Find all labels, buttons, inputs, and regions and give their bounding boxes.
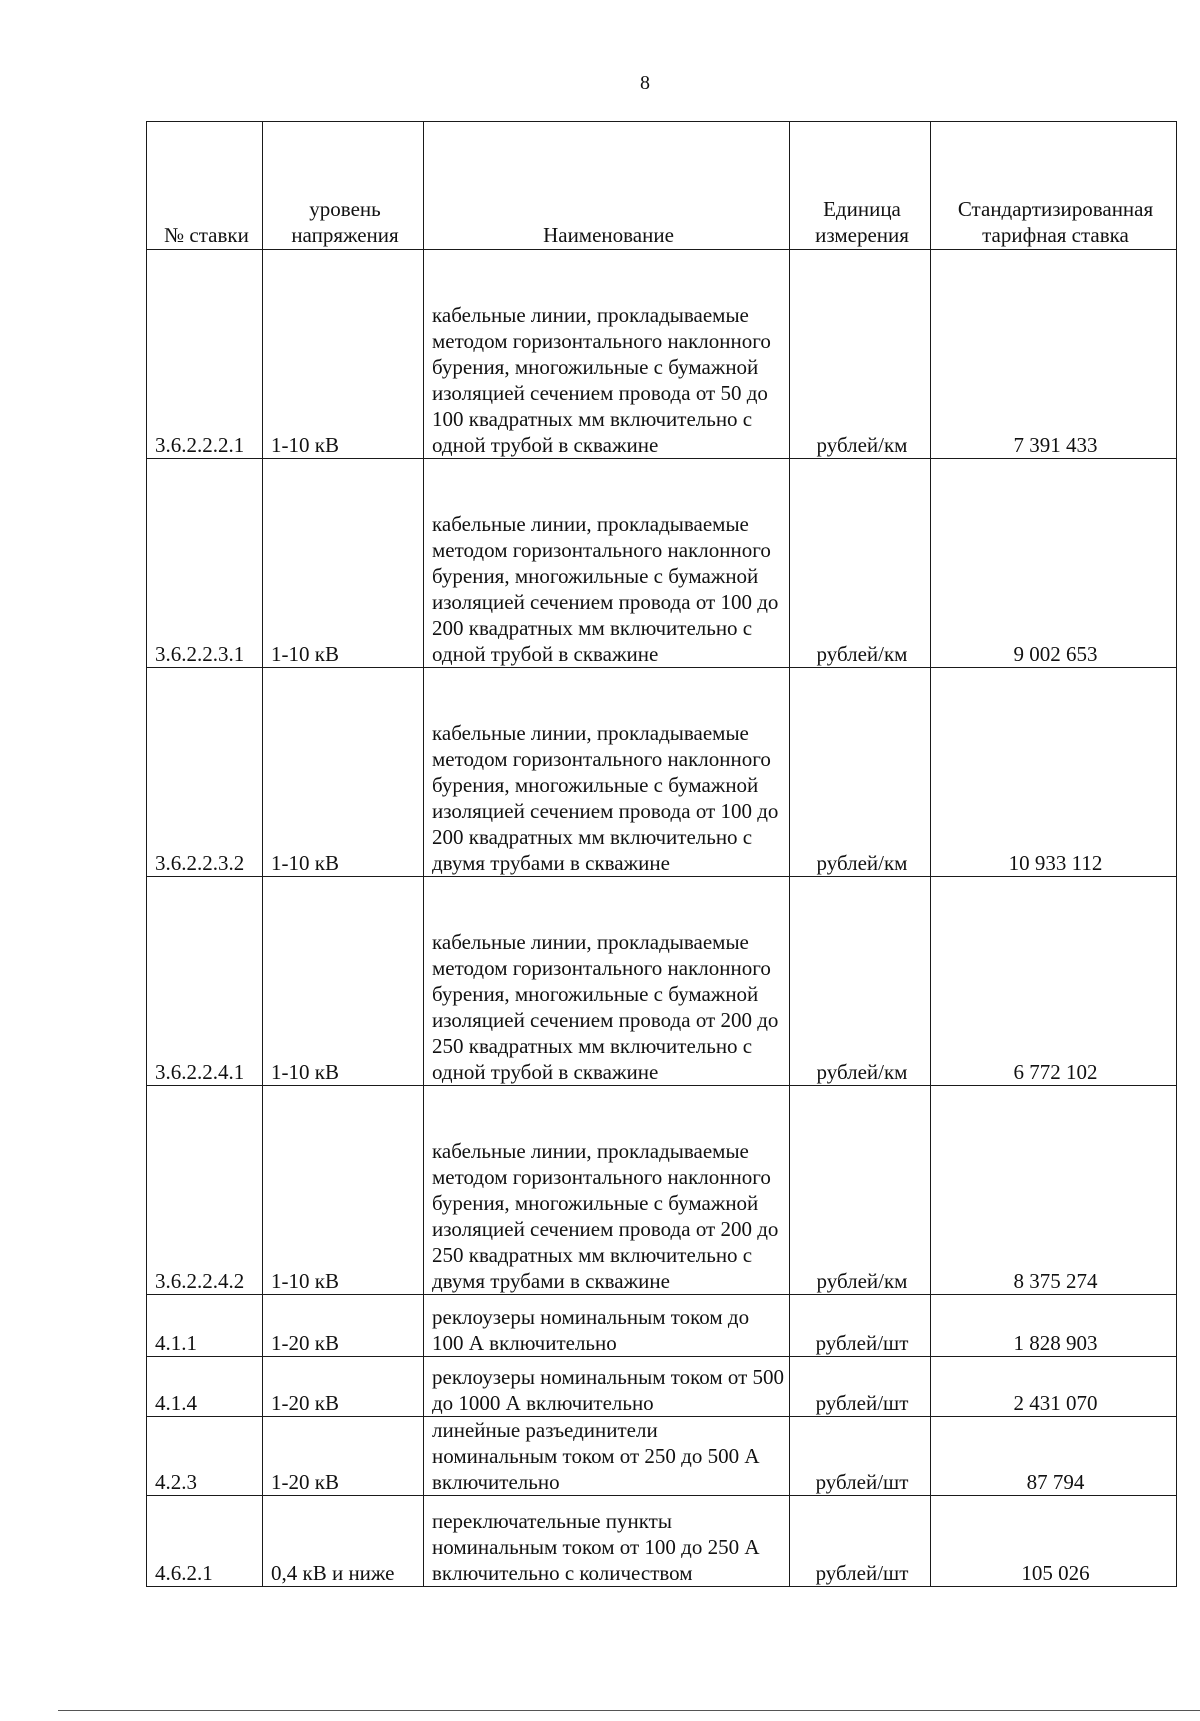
unit-cell: рублей/шт — [790, 1357, 931, 1417]
header-rate-number: № ставки — [147, 122, 263, 250]
table-row — [147, 250, 1177, 459]
unit-cell: рублей/шт — [790, 1295, 931, 1357]
name-cell: кабельные линии, прокладываемые методом горизонтального наклонного бурения, многожильные с бумажной изоляцией сечением провода от 100 до 200 квадратных мм включительно с одной трубой в скважине — [424, 459, 790, 668]
unit-cell: рублей/шт — [790, 1417, 931, 1496]
name-cell: реклоузеры номинальным током от 500 до 1000 А включительно — [424, 1357, 790, 1417]
rate-value-cell: 8 375 274 — [931, 1086, 1177, 1295]
unit-cell: рублей/км — [790, 250, 931, 459]
voltage-level-cell: 1-10 кВ — [263, 250, 424, 459]
voltage-level-cell: 1-10 кВ — [263, 1086, 424, 1295]
rate-number-cell: 3.6.2.2.4.2 — [147, 1086, 263, 1295]
rate-value-cell: 87 794 — [931, 1417, 1177, 1496]
rate-number-cell: 4.1.4 — [147, 1357, 263, 1417]
header-standard-rate: Стандартизированная тарифная ставка — [931, 122, 1177, 250]
rate-value-cell: 2 431 070 — [931, 1357, 1177, 1417]
table-row — [147, 877, 1177, 1086]
voltage-level-cell: 1-10 кВ — [263, 877, 424, 1086]
table-row — [147, 1417, 1177, 1496]
name-cell: кабельные линии, прокладываемые методом горизонтального наклонного бурения, многожильные с бумажной изоляцией сечением провода от 200 до 250 квадратных мм включительно с одной трубой в скважине — [424, 877, 790, 1086]
unit-cell: рублей/шт — [790, 1496, 931, 1587]
rate-number-cell: 3.6.2.2.4.1 — [147, 877, 263, 1086]
rate-value-cell: 6 772 102 — [931, 877, 1177, 1086]
name-cell: переключательные пункты номинальным током от 100 до 250 А включительно с количеством — [424, 1496, 790, 1587]
tariff-rates-table — [146, 121, 1177, 1587]
header-name: Наименование — [424, 122, 790, 250]
table-row — [147, 1295, 1177, 1357]
name-cell: реклоузеры номинальным током до 100 А включительно — [424, 1295, 790, 1357]
rate-number-cell: 3.6.2.2.2.1 — [147, 250, 263, 459]
unit-cell: рублей/км — [790, 877, 931, 1086]
unit-cell: рублей/км — [790, 668, 931, 877]
rate-value-cell: 10 933 112 — [931, 668, 1177, 877]
voltage-level-cell: 1-20 кВ — [263, 1357, 424, 1417]
table-header-row — [147, 122, 1177, 250]
unit-cell: рублей/км — [790, 459, 931, 668]
page-number: 8 — [640, 72, 650, 94]
voltage-level-cell: 0,4 кВ и ниже — [263, 1496, 424, 1587]
rate-value-cell: 9 002 653 — [931, 459, 1177, 668]
page-bottom-rule — [58, 1710, 1200, 1711]
name-cell: кабельные линии, прокладываемые методом горизонтального наклонного бурения, многожильные с бумажной изоляцией сечением провода от 100 до 200 квадратных мм включительно с двумя трубами в скважине — [424, 668, 790, 877]
rate-number-cell: 4.1.1 — [147, 1295, 263, 1357]
unit-cell: рублей/км — [790, 1086, 931, 1295]
rate-value-cell: 1 828 903 — [931, 1295, 1177, 1357]
table-row — [147, 1357, 1177, 1417]
voltage-level-cell: 1-20 кВ — [263, 1295, 424, 1357]
header-unit: Единица измерения — [790, 122, 931, 250]
rate-number-cell: 3.6.2.2.3.1 — [147, 459, 263, 668]
name-cell: кабельные линии, прокладываемые методом горизонтального наклонного бурения, многожильные с бумажной изоляцией сечением провода от 50 до 100 квадратных мм включительно с одной трубой в скважине — [424, 250, 790, 459]
rate-value-cell: 7 391 433 — [931, 250, 1177, 459]
rate-value-cell: 105 026 — [931, 1496, 1177, 1587]
rate-number-cell: 4.2.3 — [147, 1417, 263, 1496]
table-row — [147, 1086, 1177, 1295]
name-cell: линейные разъединители номинальным током от 250 до 500 А включительно — [424, 1417, 790, 1496]
voltage-level-cell: 1-20 кВ — [263, 1417, 424, 1496]
rate-number-cell: 4.6.2.1 — [147, 1496, 263, 1587]
name-cell: кабельные линии, прокладываемые методом горизонтального наклонного бурения, многожильные с бумажной изоляцией сечением провода от 200 до 250 квадратных мм включительно с двумя трубами в скважине — [424, 1086, 790, 1295]
header-voltage-level: уровень напряжения — [263, 122, 424, 250]
voltage-level-cell: 1-10 кВ — [263, 668, 424, 877]
voltage-level-cell: 1-10 кВ — [263, 459, 424, 668]
table-row — [147, 668, 1177, 877]
table-row — [147, 459, 1177, 668]
rate-number-cell: 3.6.2.2.3.2 — [147, 668, 263, 877]
table-row — [147, 1496, 1177, 1587]
